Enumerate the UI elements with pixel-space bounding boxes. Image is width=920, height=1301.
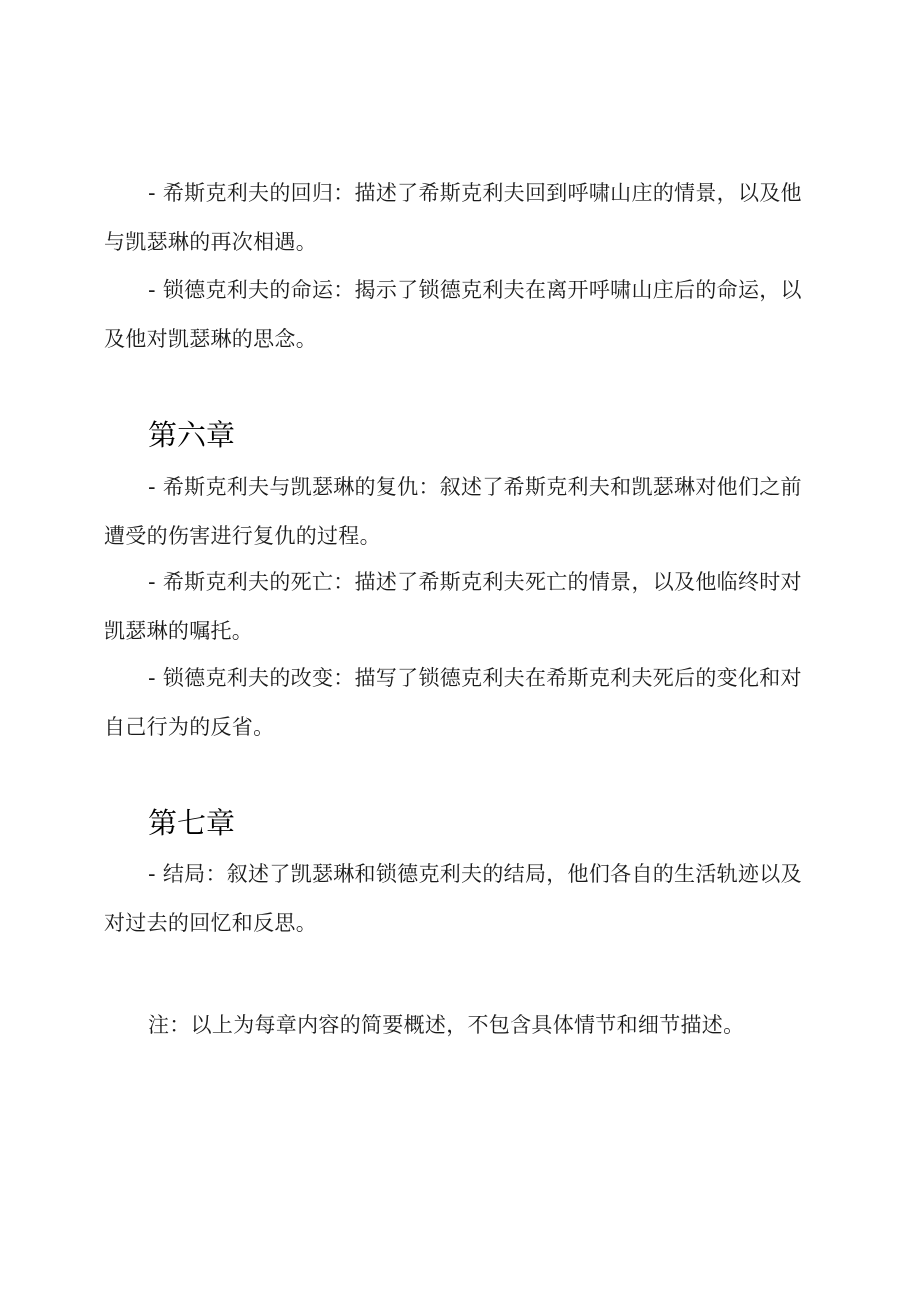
chapter-7-heading: 第七章 [148, 806, 236, 840]
paragraph-lockwood-change: - 锁德克利夫的改变：描写了锁德克利夫在希斯克利夫死后的变化和对自己行为的反省。 [104, 666, 802, 739]
chapter-6-heading: 第六章 [148, 418, 236, 452]
paragraph-lockwood-fate: - 锁德克利夫的命运：揭示了锁德克利夫在离开呼啸山庄后的命运，以及他对凯瑟琳的思念。 [104, 278, 802, 351]
paragraph-heathcliff-return: - 希斯克利夫的回归：描述了希斯克利夫回到呼啸山庄的情景，以及他与凯瑟琳的再次相遇。 [104, 181, 802, 254]
paragraph-revenge: - 希斯克利夫与凯瑟琳的复仇：叙述了希斯克利夫和凯瑟琳对他们之前遭受的伤害进行复仇的过程。 [104, 475, 802, 548]
paragraph-heathcliff-death: - 希斯克利夫的死亡：描述了希斯克利夫死亡的情景，以及他临终时对凯瑟琳的嘱托。 [104, 570, 802, 643]
footnote: 注：以上为每章内容的简要概述，不包含具体情节和细节描述。 [148, 1013, 745, 1037]
paragraph-ending: - 结局：叙述了凯瑟琳和锁德克利夫的结局，他们各自的生活轨迹以及对过去的回忆和反思。 [104, 862, 802, 935]
